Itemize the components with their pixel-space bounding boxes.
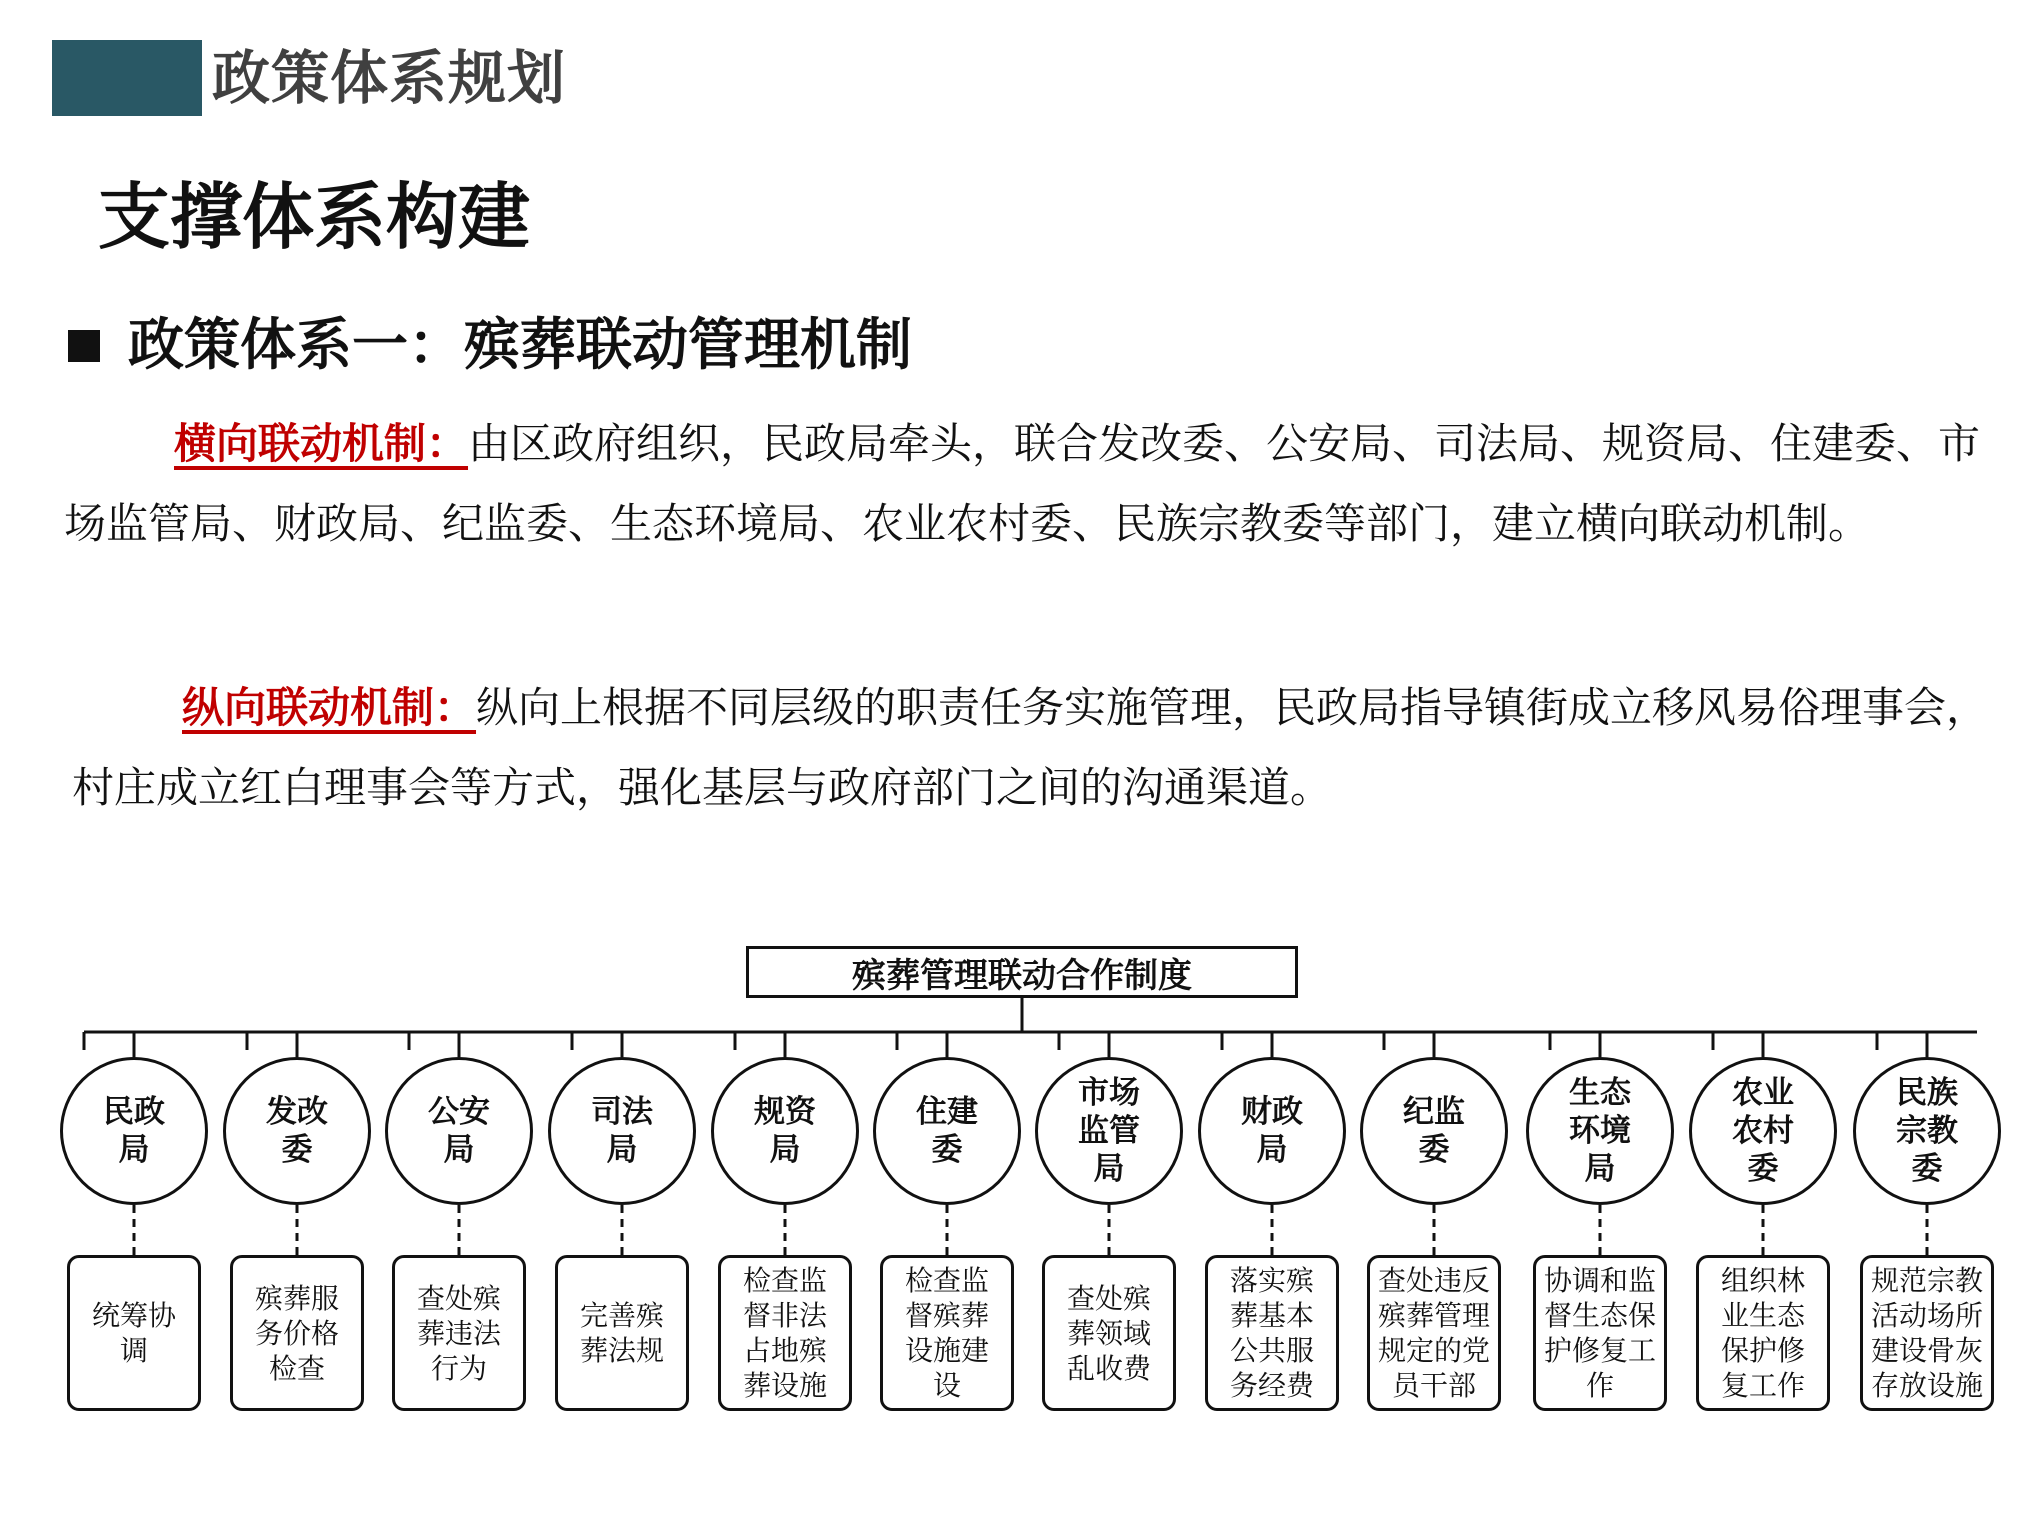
paragraph-text: 纵向上根据不同层级的职责任务实施管理，民政局指导镇街成立移风易俗理事会，村庄成立红白理事会等方式，强化基层与政府部门之间的沟通渠道。: [72, 683, 1989, 812]
org-root-box: 殡葬管理联动合作制度: [746, 946, 1298, 998]
header-title: 政策体系规划: [212, 44, 567, 112]
duty-text: 完善殡: [579, 1299, 664, 1332]
department-label: 司法: [591, 1094, 653, 1130]
duty-text: 活动场所: [1871, 1299, 1984, 1332]
duty-text: 员干部: [1391, 1369, 1476, 1402]
department-node: [711, 1057, 859, 1205]
duty-text: 存放设施: [1871, 1369, 1984, 1402]
department-label: 民族: [1896, 1075, 1958, 1111]
department-label: 发改: [266, 1094, 328, 1130]
duty-text: 殡葬管理: [1378, 1299, 1491, 1332]
department-node: [873, 1057, 1021, 1205]
duty-text: 协调和监: [1544, 1264, 1657, 1297]
duty-text: 检查监: [742, 1264, 827, 1297]
duty-text: 检查监: [904, 1264, 989, 1297]
main-title: 支撑体系构建: [98, 175, 531, 259]
duty-text: 检查: [268, 1351, 325, 1385]
department-node: [60, 1057, 208, 1205]
department-node: [1198, 1057, 1346, 1205]
duty-text: 督非法: [742, 1299, 827, 1332]
duty-box: [1367, 1255, 1501, 1411]
duty-box: [880, 1255, 1014, 1411]
duty-box: [1533, 1255, 1667, 1411]
department-label: 纪监: [1403, 1094, 1465, 1130]
department-label: 局: [1256, 1132, 1288, 1168]
department-node: [1853, 1057, 2001, 1205]
duty-text: 业生态: [1720, 1299, 1805, 1332]
duty-text: 督殡葬: [904, 1299, 989, 1332]
duty-text: 建设骨灰: [1871, 1334, 1984, 1367]
duty-box: [1696, 1255, 1830, 1411]
duty-text: 护修复工: [1544, 1334, 1657, 1367]
paragraph-text: 由区政府组织，民政局牵头，联合发改委、公安局、司法局、规资局、住建委、市场监管局、财政局、纪监委、生态环境局、农业农村委、民族宗教委等部门，建立横向联动机制。: [64, 419, 1981, 548]
department-node: [223, 1057, 371, 1205]
department-label: 宗教: [1896, 1113, 1958, 1149]
department-node: [548, 1057, 696, 1205]
section-title-text: 政策体系一：殡葬联动管理机制: [128, 313, 912, 378]
department-label: 局: [118, 1132, 150, 1168]
duty-box: [67, 1255, 201, 1411]
department-label: 市场: [1078, 1075, 1140, 1111]
department-label: 局: [443, 1132, 475, 1168]
department-label: 生态: [1569, 1075, 1631, 1111]
department-label: 农村: [1732, 1113, 1794, 1149]
duty-box: [1205, 1255, 1339, 1411]
department-label: 局: [1093, 1151, 1125, 1187]
department-label: 局: [1584, 1151, 1616, 1187]
paragraph-label: 横向联动机制：: [174, 419, 469, 468]
department-node: [1360, 1057, 1508, 1205]
department-label: 委: [281, 1132, 313, 1168]
duty-box: [555, 1255, 689, 1411]
duty-text: 规范宗教: [1871, 1264, 1984, 1297]
duty-text: 查处违反: [1378, 1264, 1491, 1297]
department-label: 环境: [1569, 1113, 1631, 1149]
department-label: 委: [1911, 1151, 1943, 1187]
duty-text: 行为: [430, 1351, 487, 1385]
duty-text: 统筹协: [91, 1299, 176, 1332]
duty-text: 葬领域: [1066, 1316, 1151, 1350]
duty-text: 乱收费: [1066, 1351, 1151, 1385]
duty-text: 葬基本: [1229, 1299, 1314, 1332]
duty-text: 查处殡: [1066, 1281, 1151, 1315]
duty-text: 查处殡: [416, 1281, 501, 1315]
department-label: 住建: [916, 1094, 978, 1130]
duty-text: 作: [1585, 1369, 1614, 1402]
department-label: 规资: [754, 1094, 816, 1130]
department-label: 局: [769, 1132, 801, 1168]
department-label: 公安: [428, 1094, 490, 1130]
duty-text: 规定的党: [1378, 1334, 1491, 1367]
duty-text: 殡葬服: [254, 1281, 339, 1315]
duty-box: [230, 1255, 364, 1411]
duty-text: 调: [119, 1334, 148, 1367]
department-label: 委: [931, 1132, 963, 1168]
duty-text: 占地殡: [742, 1334, 827, 1367]
department-label: 财政: [1241, 1094, 1303, 1130]
paragraph-label: 纵向联动机制：: [182, 683, 477, 732]
department-node: [385, 1057, 533, 1205]
duty-text: 组织林: [1720, 1264, 1805, 1297]
department-node: [1526, 1057, 1674, 1205]
department-label: 委: [1418, 1132, 1450, 1168]
duty-text: 落实殡: [1229, 1264, 1314, 1297]
department-label: 农业: [1732, 1075, 1794, 1111]
duty-text: 葬违法: [416, 1316, 501, 1350]
duty-text: 葬法规: [579, 1334, 664, 1367]
duty-text: 公共服: [1229, 1334, 1314, 1367]
duty-box: [1042, 1255, 1176, 1411]
duty-text: 督生态保: [1544, 1299, 1657, 1332]
department-label: 监管: [1078, 1113, 1140, 1149]
duty-box: [718, 1255, 852, 1411]
department-label: 民政: [103, 1094, 165, 1130]
department-node: [1035, 1057, 1183, 1205]
duty-text: 葬设施: [742, 1369, 827, 1402]
duty-box: [1860, 1255, 1994, 1411]
duty-text: 保护修: [1720, 1334, 1805, 1367]
department-label: 委: [1747, 1151, 1779, 1187]
duty-text: 设施建: [904, 1334, 989, 1367]
duty-box: [392, 1255, 526, 1411]
duty-text: 设: [932, 1369, 961, 1402]
duty-text: 复工作: [1720, 1369, 1805, 1402]
duty-text: 务价格: [254, 1316, 339, 1350]
department-node: [1689, 1057, 1837, 1205]
department-label: 局: [606, 1132, 638, 1168]
duty-text: 务经费: [1229, 1369, 1314, 1402]
